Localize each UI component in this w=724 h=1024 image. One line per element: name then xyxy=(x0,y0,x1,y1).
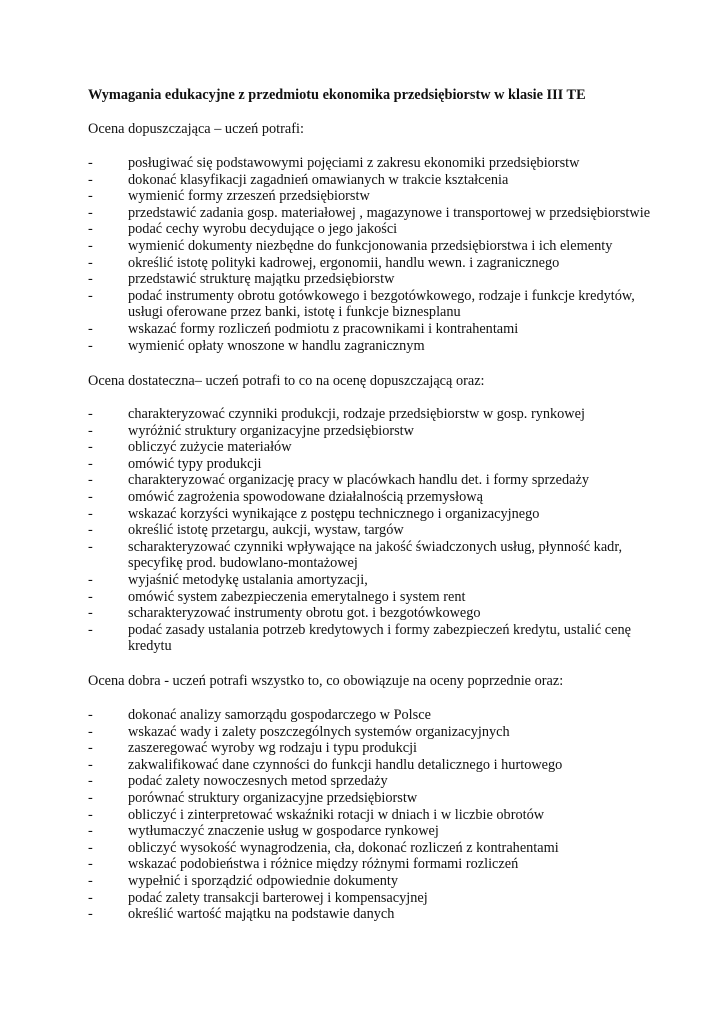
bullet-dash: - xyxy=(88,538,93,555)
section-heading-dopuszczajaca: Ocena dopuszczająca – uczeń potrafi: xyxy=(88,121,304,137)
bullet-dash: - xyxy=(88,188,93,205)
list-item xyxy=(88,589,688,606)
list-item-text: podać instrumenty obrotu gotówkowego i bezgotówkowego, rodzaje i funkcje kredytów, xyxy=(128,287,635,304)
list-item-text: omówić typy produkcji xyxy=(128,455,262,472)
bullet-dash: - xyxy=(88,422,93,439)
bullet-dash: - xyxy=(88,789,93,806)
list-item-text: wyróżnić struktury organizacyjne przedsiębiorstw xyxy=(128,422,414,439)
list-item xyxy=(88,338,688,355)
list-item xyxy=(88,840,688,857)
bullet-dash: - xyxy=(88,856,93,873)
list-item xyxy=(88,221,688,238)
bullet-dash: - xyxy=(88,488,93,505)
bullet-dash: - xyxy=(88,337,93,354)
list-item-text-continuation: specyfikę prod. budowlano-montażowej xyxy=(128,555,358,572)
list-item-text: podać zasady ustalania potrzeb kredytowych i formy zabezpieczeń kredytu, ustalić cenę xyxy=(128,621,631,638)
list-item-text: przedstawić zadania gosp. materiałowej , magazynowe i transportowej w przedsiębiorstwie xyxy=(128,204,651,221)
list-item-text: wskazać podobieństwa i różnice między różnymi formami rozliczeń xyxy=(128,856,519,873)
bullet-dash: - xyxy=(88,806,93,823)
list-item-text: określić istotę przetargu, aukcji, wystaw, targów xyxy=(128,522,404,539)
list-item-text: wymienić formy zrzeszeń przedsiębiorstw xyxy=(128,188,370,205)
list-item xyxy=(88,790,688,807)
requirements-list-dopuszczajaca xyxy=(88,155,688,354)
list-item-text: porównać struktury organizacyjne przedsiębiorstw xyxy=(128,789,418,806)
list-item-text: obliczyć zużycie materiałów xyxy=(128,439,292,456)
list-item-text: wymienić opłaty wnoszone w handlu zagranicznym xyxy=(128,337,425,354)
bullet-dash: - xyxy=(88,707,93,723)
section-heading-dobra: Ocena dobra - uczeń potrafi wszystko to, co obowiązuje na oceny poprzednie oraz: xyxy=(88,673,564,689)
list-item-text: obliczyć i zinterpretować wskaźniki rotacji w dniach i w liczbie obrotów xyxy=(128,806,545,823)
list-item xyxy=(88,906,688,923)
requirements-list-dostateczna xyxy=(88,406,688,655)
list-item-text: podać zalety nowoczesnych metod sprzedaży xyxy=(128,773,388,790)
list-item-text: obliczyć wysokość wynagrodzenia, cła, dokonać rozliczeń z kontrahentami xyxy=(128,839,559,856)
list-item-text: wskazać korzyści wynikające z postępu technicznego i organizacyjnego xyxy=(128,505,540,522)
requirements-list-dobra xyxy=(88,707,688,923)
list-item-text: dokonać analizy samorządu gospodarczego w Polsce xyxy=(128,707,431,723)
list-item xyxy=(88,522,688,539)
list-item-text: wyjaśnić metodykę ustalania amortyzacji, xyxy=(128,571,368,588)
bullet-dash: - xyxy=(88,872,93,889)
bullet-dash: - xyxy=(88,740,93,757)
list-item xyxy=(88,757,688,774)
list-item xyxy=(88,321,688,338)
bullet-dash: - xyxy=(88,271,93,288)
list-item xyxy=(88,406,688,423)
list-item-text: określić istotę polityki kadrowej, ergonomii, handlu wewn. i zagranicznego xyxy=(128,254,560,271)
bullet-dash: - xyxy=(88,204,93,221)
bullet-dash: - xyxy=(88,756,93,773)
bullet-dash: - xyxy=(88,505,93,522)
bullet-dash: - xyxy=(88,406,93,422)
list-item xyxy=(88,873,688,890)
bullet-dash: - xyxy=(88,439,93,456)
list-item xyxy=(88,740,688,757)
list-item-text: podać zalety transakcji barterowej i kompensacyjnej xyxy=(128,889,428,906)
bullet-dash: - xyxy=(88,171,93,188)
bullet-dash: - xyxy=(88,723,93,740)
bullet-dash: - xyxy=(88,605,93,622)
list-item-text: określić wartość majątku na podstawie danych xyxy=(128,906,395,923)
list-item-text: charakteryzować organizację pracy w placówkach handlu det. i formy sprzedaży xyxy=(128,472,589,489)
bullet-dash: - xyxy=(88,237,93,254)
list-item xyxy=(88,823,688,840)
list-item xyxy=(88,288,688,321)
list-item xyxy=(88,155,688,172)
section-heading-dostateczna: Ocena dostateczna– uczeń potrafi to co na ocenę dopuszczającą oraz: xyxy=(88,373,485,389)
bullet-dash: - xyxy=(88,221,93,238)
list-item-text: wypełnić i sporządzić odpowiednie dokumenty xyxy=(128,872,398,889)
list-item-text: zakwalifikować dane czynności do funkcji handlu detalicznego i hurtowego xyxy=(128,756,563,773)
bullet-dash: - xyxy=(88,588,93,605)
list-item xyxy=(88,622,688,655)
list-item-text: dokonać klasyfikacji zagadnień omawianych w trakcie kształcenia xyxy=(128,171,509,188)
list-item-text: przedstawić strukturę majątku przedsiębiorstw xyxy=(128,271,395,288)
bullet-dash: - xyxy=(88,287,93,304)
list-item xyxy=(88,807,688,824)
list-item xyxy=(88,773,688,790)
list-item xyxy=(88,271,688,288)
list-item-text: scharakteryzować instrumenty obrotu got. i bezgotówkowego xyxy=(128,605,481,622)
list-item xyxy=(88,205,688,222)
list-item-text: wymienić dokumenty niezbędne do funkcjonowania przedsiębiorstwa i ich elementy xyxy=(128,237,613,254)
document-title: Wymagania edukacyjne z przedmiotu ekonomika przedsiębiorstw w klasie III TE xyxy=(88,87,586,103)
list-item-text: omówić zagrożenia spowodowane działalnością przemysłową xyxy=(128,488,483,505)
list-item-text: posługiwać się podstawowymi pojęciami z zakresu ekonomiki przedsiębiorstw xyxy=(128,155,580,171)
list-item-text: wytłumaczyć znaczenie usług w gospodarce rynkowej xyxy=(128,823,439,840)
list-item xyxy=(88,724,688,741)
bullet-dash: - xyxy=(88,906,93,923)
list-item-text: charakteryzować czynniki produkcji, rodzaje przedsiębiorstw w gosp. rynkowej xyxy=(128,406,585,422)
bullet-dash: - xyxy=(88,155,93,171)
bullet-dash: - xyxy=(88,823,93,840)
bullet-dash: - xyxy=(88,455,93,472)
list-item xyxy=(88,605,688,622)
list-item xyxy=(88,472,688,489)
list-item-text: zaszeregować wyroby wg rodzaju i typu produkcji xyxy=(128,740,418,757)
bullet-dash: - xyxy=(88,522,93,539)
list-item xyxy=(88,238,688,255)
list-item xyxy=(88,856,688,873)
list-item xyxy=(88,489,688,506)
list-item xyxy=(88,572,688,589)
list-item-text: wskazać wady i zalety poszczególnych systemów organizacyjnych xyxy=(128,723,510,740)
list-item xyxy=(88,506,688,523)
list-item xyxy=(88,423,688,440)
list-item-text: podać cechy wyrobu decydujące o jego jakości xyxy=(128,221,398,238)
bullet-dash: - xyxy=(88,889,93,906)
list-item xyxy=(88,707,688,724)
list-item xyxy=(88,456,688,473)
list-item xyxy=(88,255,688,272)
list-item-text-continuation: kredytu xyxy=(128,638,172,655)
bullet-dash: - xyxy=(88,320,93,337)
bullet-dash: - xyxy=(88,773,93,790)
bullet-dash: - xyxy=(88,571,93,588)
bullet-dash: - xyxy=(88,472,93,489)
list-item xyxy=(88,890,688,907)
bullet-dash: - xyxy=(88,254,93,271)
list-item-text-continuation: usługi oferowane przez banki, istotę i funkcje biznesplanu xyxy=(128,304,461,321)
list-item xyxy=(88,539,688,572)
list-item-text: scharakteryzować czynniki wpływające na jakość świadczonych usług, płynność kadr, xyxy=(128,538,623,555)
list-item xyxy=(88,439,688,456)
list-item xyxy=(88,172,688,189)
list-item-text: omówić system zabezpieczenia emerytalnego i system rent xyxy=(128,588,466,605)
bullet-dash: - xyxy=(88,621,93,638)
list-item xyxy=(88,188,688,205)
bullet-dash: - xyxy=(88,839,93,856)
list-item-text: wskazać formy rozliczeń podmiotu z pracownikami i kontrahentami xyxy=(128,320,519,337)
